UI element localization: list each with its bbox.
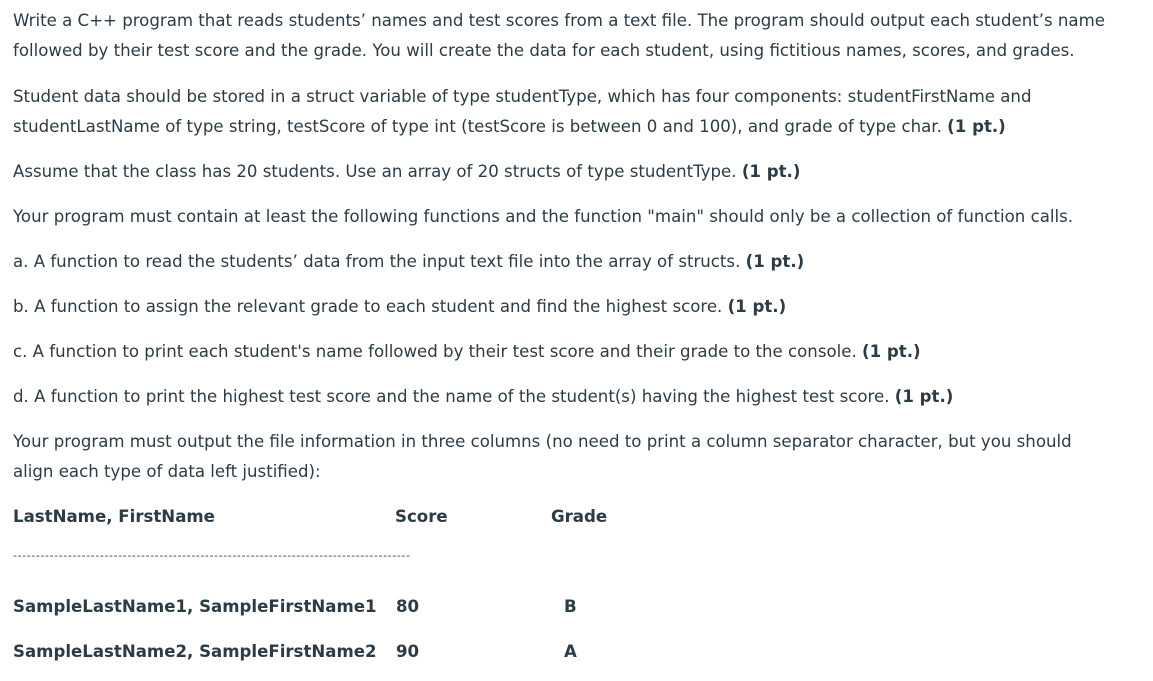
output-line-2: align each type of data left justified): — [13, 462, 321, 481]
func-d-line — [13, 382, 953, 412]
array-points: (1 pt.) — [741, 162, 801, 181]
row-1-grade: B — [564, 597, 577, 616]
array-line — [13, 157, 800, 187]
struct-line-2-text: studentLastName of type string, testScore of type int (testScore is between 0 and 100), and grade of type char. — [13, 117, 942, 136]
output-line-1: Your program must output the file information in three columns (no need to print a column separator character, but you should — [13, 432, 1072, 451]
intro-line-1: Write a C++ program that reads students’ names and test scores from a text file. The program should output each student’s name — [13, 11, 1105, 30]
row-1-score: 80 — [396, 597, 420, 616]
row-2-name: SampleLastName2, SampleFirstName2 — [13, 642, 377, 661]
table-separator: --------------------------------------------------------------------------------------- — [13, 549, 411, 562]
func-a-text: a. A function to read the students’ data from the input text file into the array of structs. — [13, 252, 741, 271]
struct-line-2 — [13, 112, 1006, 142]
array-text: Assume that the class has 20 students. Use an array of 20 structs of type studentType. — [13, 162, 737, 181]
func-c-text: c. A function to print each student's name followed by their test score and their grade to the console. — [13, 342, 857, 361]
row-2-grade: A — [564, 642, 577, 661]
func-d-text: d. A function to print the highest test score and the name of the student(s) having the highest test score. — [13, 387, 890, 406]
func-c-line — [13, 337, 921, 367]
func-d-points: (1 pt.) — [894, 387, 954, 406]
func-b-text: b. A function to assign the relevant grade to each student and find the highest score. — [13, 297, 723, 316]
func-a-points: (1 pt.) — [745, 252, 805, 271]
row-1-name: SampleLastName1, SampleFirstName1 — [13, 597, 377, 616]
header-score: Score — [395, 507, 448, 526]
header-grade: Grade — [551, 507, 608, 526]
intro-line-2: followed by their test score and the grade. You will create the data for each student, using fictitious names, scores, and grades. — [13, 41, 1075, 60]
functions-intro: Your program must contain at least the following functions and the function "main" should only be a collection of function calls. — [13, 207, 1074, 226]
row-2-score: 90 — [396, 642, 420, 661]
func-b-points: (1 pt.) — [727, 297, 787, 316]
func-a-line — [13, 247, 804, 277]
func-b-line — [13, 292, 786, 322]
struct-line-1: Student data should be stored in a struct variable of type studentType, which has four components: studentFirstName and — [13, 87, 1032, 106]
header-name: LastName, FirstName — [13, 507, 215, 526]
struct-points: (1 pt.) — [947, 117, 1006, 136]
func-c-points: (1 pt.) — [862, 342, 921, 361]
